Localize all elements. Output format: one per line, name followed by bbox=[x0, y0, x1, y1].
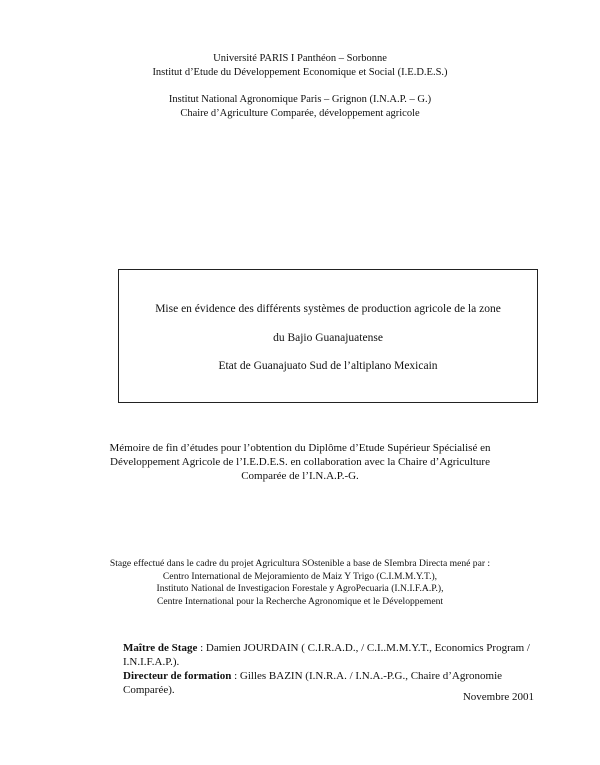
directeur-text: : Gilles BAZIN (I.N.R.A. / I.N.A.-P.G., Chaire d’Agronomie bbox=[231, 670, 503, 682]
title-line-1: Mise en évidence des différents systèmes de production agricole de la zone bbox=[155, 303, 501, 315]
memoire-line-2: Développement Agricole de l’I.E.D.E.S. en collaboration avec la Chaire d’Agriculture bbox=[110, 456, 490, 468]
supervisors bbox=[123, 641, 543, 697]
title-line-3: Etat de Guanajuato Sud de l’altiplano Mexicain bbox=[218, 360, 438, 372]
university-name: Université PARIS I Panthéon – Sorbonne bbox=[213, 53, 387, 64]
maitre-text: : Damien JOURDAIN ( C.I.R.A.D., / C.I..M.M.Y.T., Economics Program / bbox=[197, 642, 530, 654]
title-box bbox=[118, 269, 538, 403]
directeur-label: Directeur de formation bbox=[123, 670, 232, 682]
maitre-de-stage bbox=[123, 641, 543, 669]
stage-line-4: Centre International pour la Recherche Agronomique et le Développement bbox=[156, 595, 444, 607]
title-line-2: du Bajio Guanajuatense bbox=[273, 332, 383, 344]
document-date: Novembre 2001 bbox=[462, 691, 534, 703]
inap-header bbox=[0, 93, 600, 121]
institute-name: Institut d’Etude du Développement Economique et Social (I.E.D.E.S.) bbox=[152, 67, 448, 78]
university-header bbox=[0, 52, 600, 80]
memoire-line-1: Mémoire de fin d’études pour l’obtention du Diplôme d’Etude Supérieur Spécialisé en bbox=[109, 442, 491, 454]
directeur-text-2: Comparée). bbox=[123, 684, 175, 696]
maitre-text-2: I.N.I.F.A.P.). bbox=[123, 656, 180, 668]
chaire-name: Chaire d’Agriculture Comparée, développement agricole bbox=[180, 108, 420, 119]
stage-line-1: Stage effectué dans le cadre du projet Agricultura SOstenible a base de SIembra Directa mené par : bbox=[109, 558, 491, 569]
stage-line-2: Centro International de Mejoramiento de Maiz Y Trigo (C.I.M.M.Y.T.), bbox=[162, 570, 438, 582]
memoire-line-3: Comparée de l’I.N.A.P.-G. bbox=[241, 470, 359, 482]
stage-context bbox=[0, 558, 600, 608]
stage-line-3: Instituto National de Investigacion Forestale y AgroPecuaria (I.N.I.F.A.P.), bbox=[156, 583, 444, 594]
inap-name: Institut National Agronomique Paris – Grignon (I.N.A.P. – G.) bbox=[168, 94, 432, 105]
memoire-statement bbox=[0, 441, 600, 483]
maitre-label: Maître de Stage bbox=[123, 642, 198, 654]
